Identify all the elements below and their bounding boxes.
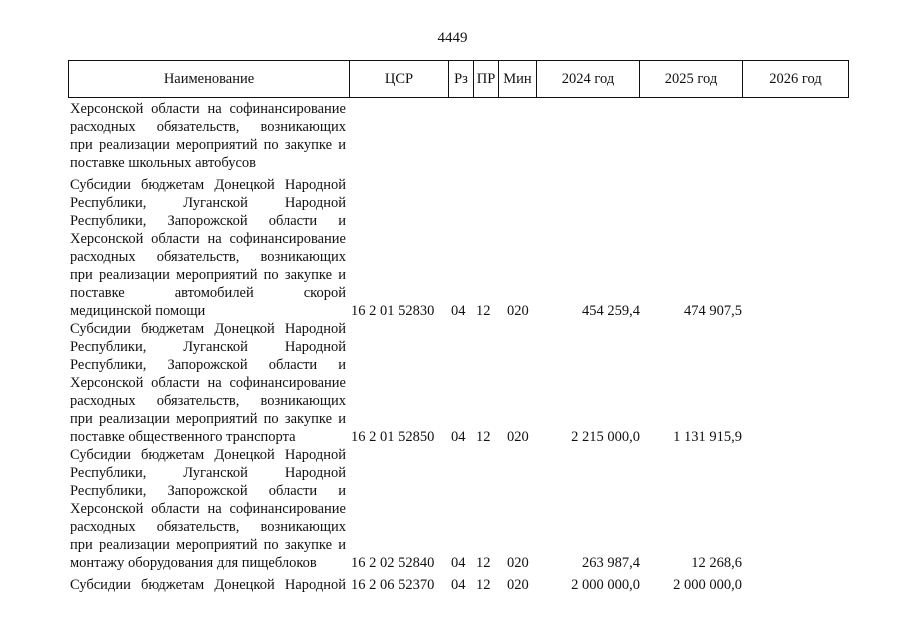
name-line: при реализации мероприятий по закупке и	[70, 537, 346, 553]
rz-code: 04	[451, 303, 466, 319]
name-line: Субсидии бюджетам Донецкой Народной	[70, 321, 346, 337]
name-line: расходных обязательств, возникающих	[70, 393, 346, 409]
pr-code: 12	[476, 303, 491, 319]
min-code: 020	[507, 555, 529, 571]
page-number: 4449	[437, 30, 468, 46]
row-name	[70, 176, 346, 320]
pr-code: 12	[476, 577, 491, 593]
value-2024: 2 215 000,0	[571, 429, 640, 445]
rz-code: 04	[451, 429, 466, 445]
name-line: Херсонской области на софинансирование	[70, 501, 346, 517]
row-name	[70, 320, 346, 446]
value-2025: 474 907,5	[684, 303, 742, 319]
csr-code: 16 2 01 52830	[351, 303, 435, 319]
name-line: расходных обязательств, возникающих	[70, 519, 346, 535]
csr-code: 16 2 02 52840	[351, 555, 435, 571]
name-line: поставке школьных автобусов	[70, 155, 257, 171]
pr-code: 12	[476, 555, 491, 571]
name-line: Республики, Луганской Народной	[70, 339, 346, 355]
name-line: расходных обязательств, возникающих	[70, 119, 346, 135]
header-rz: Рз	[449, 61, 474, 97]
name-line: Республики, Запорожской области и	[70, 213, 346, 229]
name-line: Республики, Луганской Народной	[70, 465, 346, 481]
header-2025: 2025 год	[640, 61, 743, 97]
name-line: Республики, Запорожской области и	[70, 483, 346, 499]
name-line: Субсидии бюджетам Донецкой Народной	[70, 577, 346, 593]
header-min: Мин	[499, 61, 537, 97]
pr-code: 12	[476, 429, 491, 445]
name-line: Херсонской области на софинансирование	[70, 101, 346, 117]
name-line: при реализации мероприятий по закупке и	[70, 411, 346, 427]
row-name	[70, 100, 346, 172]
name-line: монтажу оборудования для пищеблоков	[70, 555, 317, 571]
csr-code: 16 2 06 52370	[351, 577, 435, 593]
header-2024: 2024 год	[537, 61, 640, 97]
name-line: при реализации мероприятий по закупке и	[70, 267, 346, 283]
header-pr: ПР	[474, 61, 499, 97]
header-name: Наименование	[69, 61, 350, 97]
min-code: 020	[507, 303, 529, 319]
rz-code: 04	[451, 555, 466, 571]
name-line: медицинской помощи	[70, 303, 206, 319]
value-2025: 2 000 000,0	[673, 577, 742, 593]
value-2025: 12 268,6	[691, 555, 742, 571]
name-line: поставке общественного транспорта	[70, 429, 296, 445]
name-line: Субсидии бюджетам Донецкой Народной	[70, 177, 346, 193]
min-code: 020	[507, 429, 529, 445]
header-csr: ЦСР	[350, 61, 449, 97]
rz-code: 04	[451, 577, 466, 593]
name-line: поставке автомобилей скорой	[70, 285, 346, 301]
header-2026: 2026 год	[769, 71, 822, 87]
table-header	[68, 60, 849, 98]
name-line: Херсонской области на софинансирование	[70, 231, 346, 247]
value-2025: 1 131 915,9	[673, 429, 742, 445]
csr-code: 16 2 01 52850	[351, 429, 435, 445]
value-2024: 454 259,4	[582, 303, 640, 319]
name-line: Херсонской области на софинансирование	[70, 375, 346, 391]
name-line: при реализации мероприятий по закупке и	[70, 137, 346, 153]
min-code: 020	[507, 577, 529, 593]
name-line: Республики, Запорожской области и	[70, 357, 346, 373]
row-name	[70, 576, 346, 594]
name-line: Республики, Луганской Народной	[70, 195, 346, 211]
name-line: Субсидии бюджетам Донецкой Народной	[70, 447, 346, 463]
value-2024: 263 987,4	[582, 555, 640, 571]
name-line: расходных обязательств, возникающих	[70, 249, 346, 265]
row-name	[70, 446, 346, 572]
value-2024: 2 000 000,0	[571, 577, 640, 593]
